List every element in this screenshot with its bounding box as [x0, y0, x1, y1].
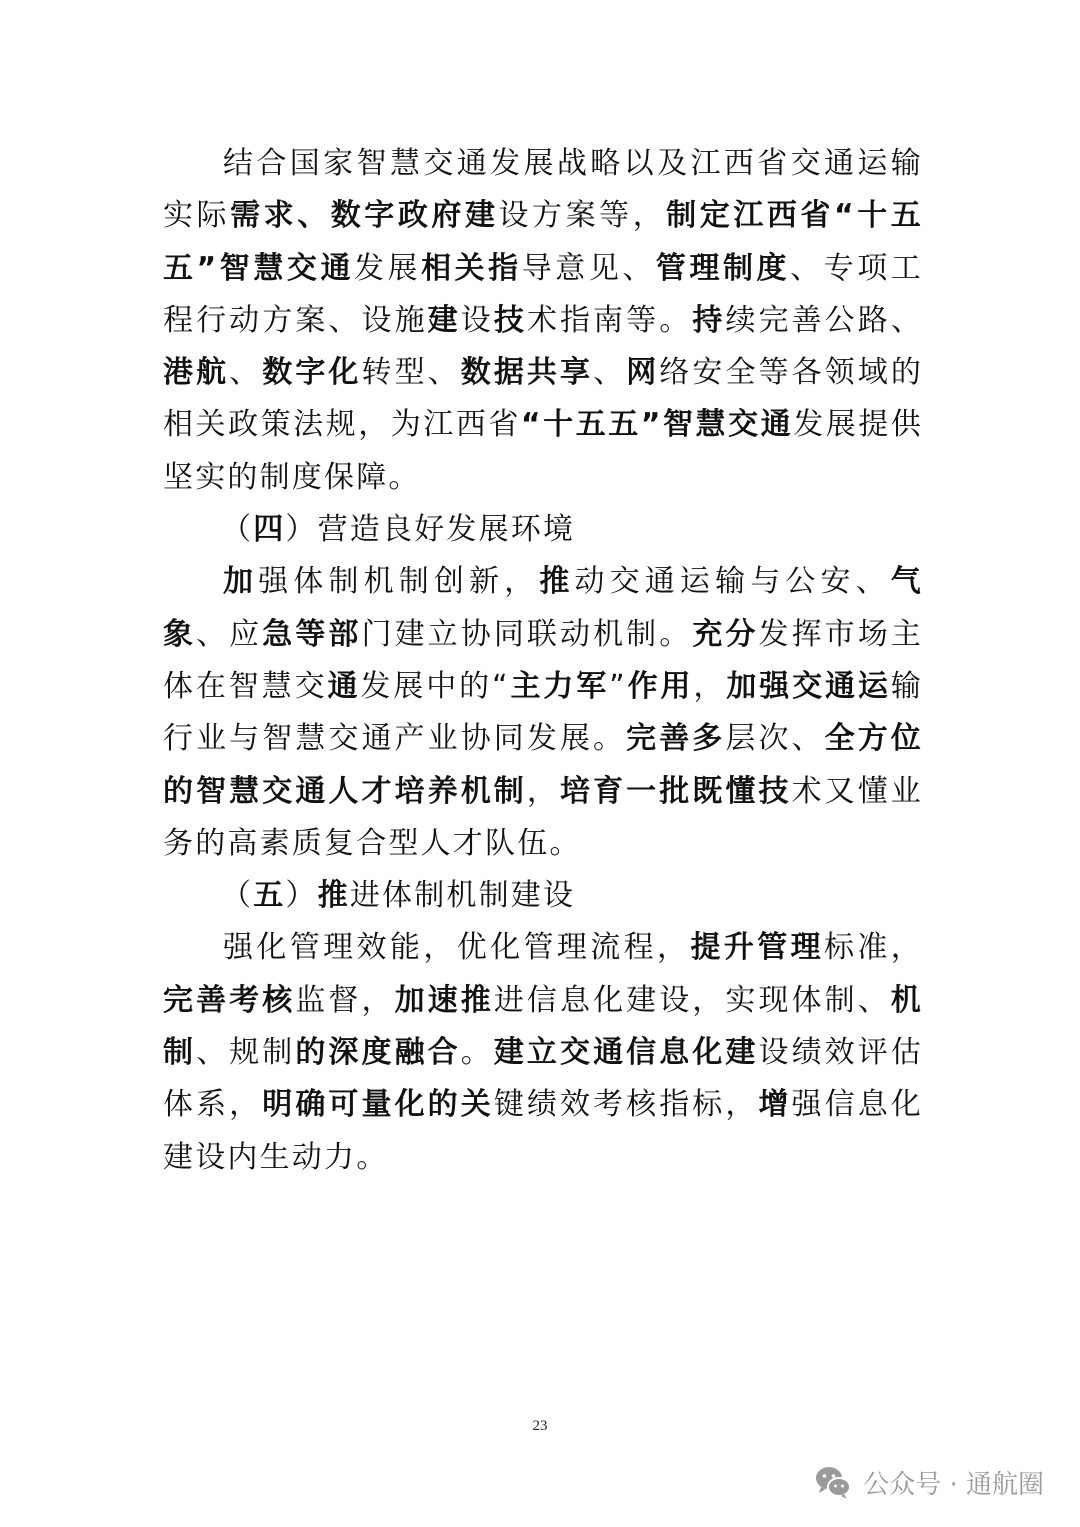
text-run: 发挥市场主体在智慧交: [163, 616, 924, 704]
text-run: 结合国家智慧交通发展战略以及江西省交通运输实际: [163, 146, 923, 234]
text-run: 网: [626, 355, 660, 391]
watermark-text: 公众号 · 通航圈: [863, 1469, 1044, 1500]
text-run: 导意见、: [521, 250, 656, 286]
text-run: ，: [526, 773, 560, 809]
text-run: 推: [539, 564, 575, 600]
text-run: 、: [229, 355, 263, 391]
text-run: 提升管理: [690, 930, 824, 966]
text-run: 推: [317, 878, 350, 914]
text-run: 主力军: [509, 668, 610, 704]
text-run: 监督，: [295, 982, 395, 1018]
wechat-icon: [813, 1462, 853, 1502]
text-run: 相关指: [421, 250, 522, 286]
text-run: 管理制度: [655, 250, 791, 286]
text-run: 明确可量化的关: [262, 1087, 494, 1123]
text-run: 络安全等各领域的相关政策法规，为江西省: [163, 355, 924, 443]
text-run: 术又懂业务的高素质复合型人才队伍。: [163, 773, 924, 861]
text-run: 续完善公路、: [725, 302, 924, 338]
text-run: 标准，: [824, 930, 923, 966]
text-run: 急等部: [262, 616, 362, 652]
text-run: 技: [493, 302, 527, 338]
text-run: 设绩效评估体系，: [163, 1035, 924, 1123]
text-run: 键绩效考核指标，: [493, 1087, 759, 1123]
text-run: 制定江西省“十五五”智慧交通: [163, 198, 924, 286]
text-run: 培育一批既懂技: [559, 773, 792, 809]
text-run: 港航: [163, 355, 230, 391]
document-body: [163, 138, 923, 1184]
text-run: 五: [253, 878, 286, 914]
text-run: 完善多: [626, 721, 726, 757]
text-run: 强信息化建设内生动力。: [163, 1087, 923, 1175]
body-paragraph: [163, 138, 923, 504]
text-run: （: [221, 512, 254, 548]
text-run: 进信息化建设，实现体制、: [493, 982, 891, 1018]
body-paragraph: [163, 922, 923, 1183]
text-run: 加: [223, 564, 259, 600]
text-run: 进体制机制建设: [349, 878, 576, 914]
text-run: 建: [427, 302, 461, 338]
text-run: 通: [327, 668, 361, 704]
text-run: 完善考核: [163, 982, 296, 1018]
wechat-watermark: [813, 1462, 1044, 1502]
text-run: 需求、数字政府建: [230, 198, 499, 234]
section-heading: [163, 870, 923, 922]
text-run: 作用: [626, 668, 694, 704]
text-run: 全方位的智慧交通人才培养机制: [163, 721, 923, 809]
text-run: 气象: [163, 564, 923, 652]
text-run: 数据共享: [460, 355, 594, 391]
text-run: 发展提供坚实的制度保障。: [163, 407, 923, 495]
text-run: 、: [593, 355, 627, 391]
text-run: 强体制机制创新，: [258, 564, 540, 600]
text-run: 设: [460, 302, 494, 338]
text-run: 门建立协同联动机制。: [361, 616, 693, 652]
text-run: 输行业与智慧交通产业协同发展。: [163, 668, 924, 757]
text-run: 设方案等，: [498, 198, 667, 234]
text-run: 机制: [163, 982, 923, 1071]
text-run: 、应: [196, 616, 263, 652]
text-run: ）: [285, 878, 318, 914]
text-run: 转型、: [361, 355, 461, 391]
text-run: （: [221, 878, 254, 914]
text-run: 、专项工程行动方案、设施: [163, 250, 923, 338]
text-run: ，: [693, 668, 727, 704]
text-run: 数字化: [262, 355, 362, 391]
text-run: 层次、: [725, 721, 825, 757]
text-run: 动交通运输与公安、: [574, 564, 891, 600]
text-run: 发展: [354, 250, 422, 286]
text-run: 加速推: [394, 982, 494, 1018]
section-heading: [163, 504, 923, 556]
text-run: 。: [460, 1035, 494, 1071]
text-run: 强化管理效能，优化管理流程，: [223, 930, 691, 966]
text-run: 发展中的“: [360, 668, 510, 704]
text-run: ”: [609, 668, 627, 704]
text-run: 增: [758, 1087, 792, 1123]
page-number: 23: [532, 1418, 548, 1434]
text-run: 四: [253, 512, 286, 548]
body-paragraph: [163, 556, 923, 870]
text-run: 、规制: [196, 1035, 296, 1071]
text-run: ）营造良好发展环境: [285, 512, 576, 548]
text-run: 的深度融合: [295, 1035, 461, 1071]
text-run: 持: [692, 302, 726, 338]
text-run: 建立交通信息化建: [493, 1035, 759, 1071]
text-run: 加强交通运: [726, 668, 891, 704]
text-run: “十五五”智慧交通: [520, 407, 794, 443]
text-run: 术指南等。: [526, 302, 693, 338]
text-run: 充分: [692, 616, 759, 652]
